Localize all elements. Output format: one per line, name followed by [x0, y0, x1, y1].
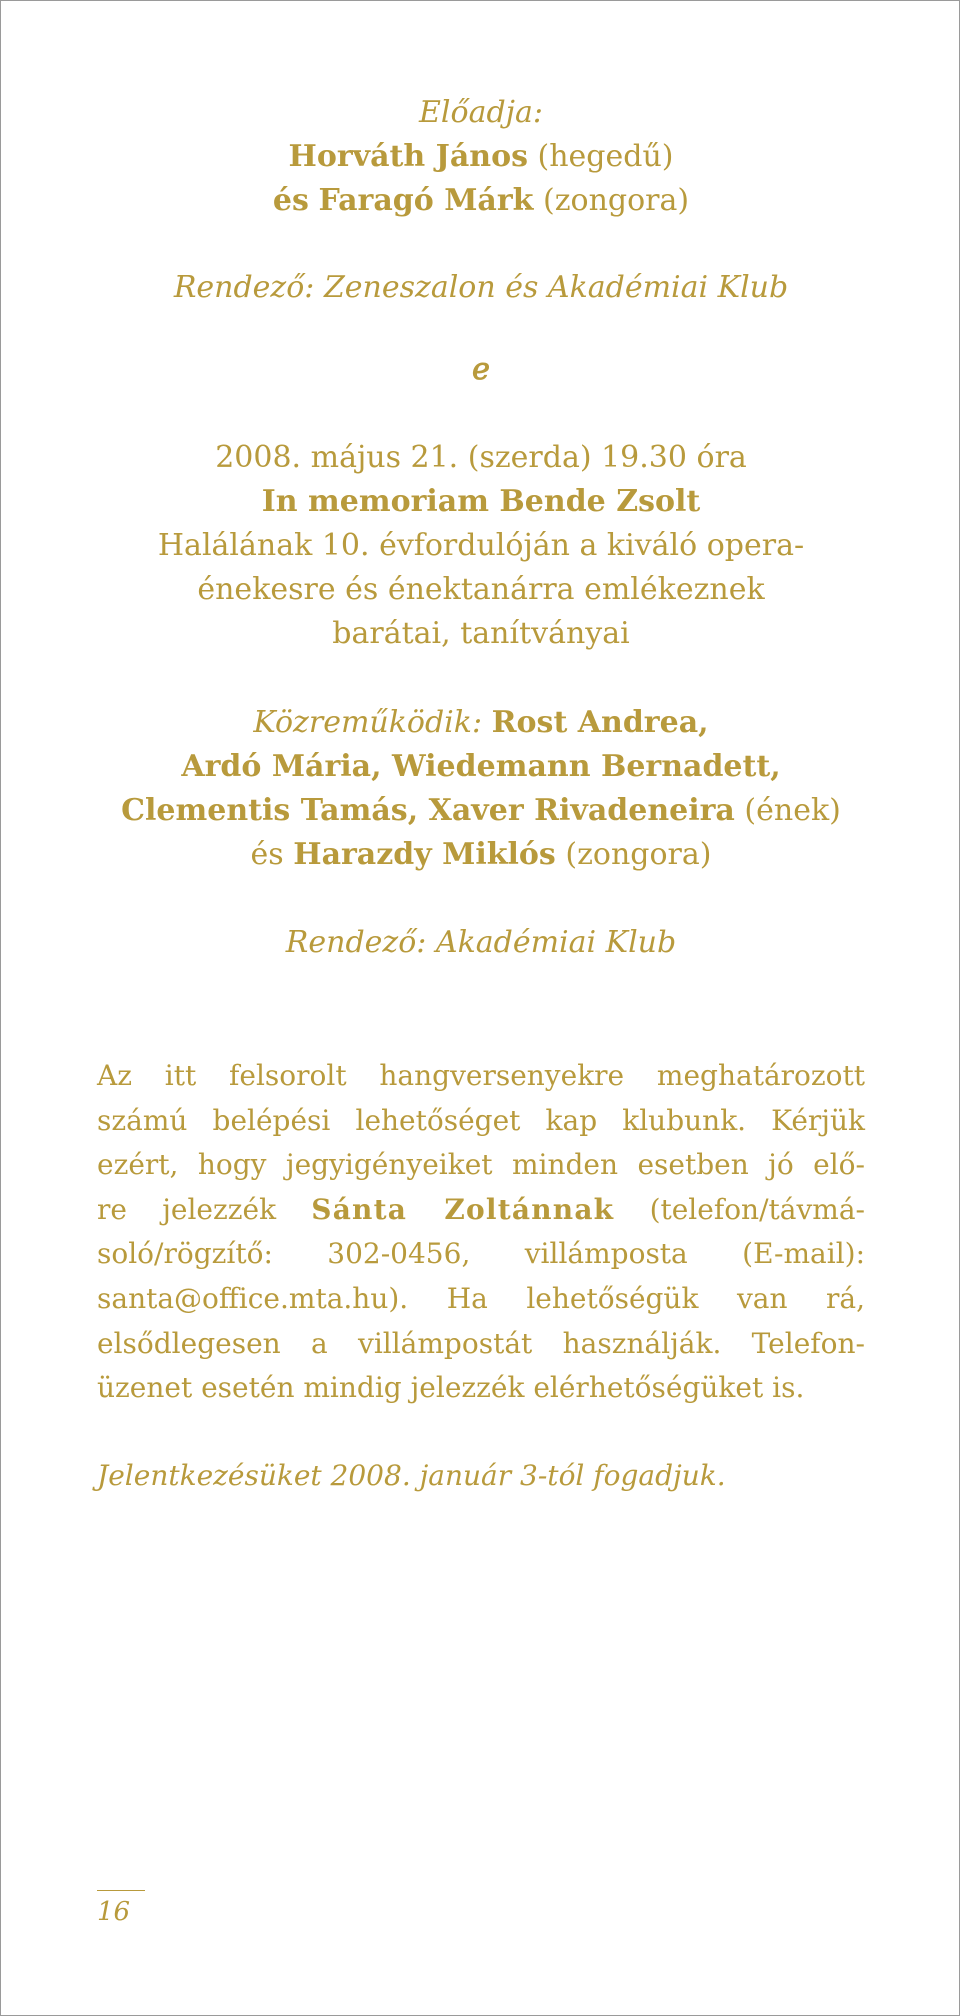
concert-1-organizer-block [61, 266, 901, 310]
contrib-line-4-name: Harazdy Miklós [293, 837, 556, 872]
concert-1-organizer: Rendező: Zeneszalon és Akadémiai Klub [173, 270, 789, 305]
ticket-info-paragraph [97, 1054, 865, 1411]
info-line-5: soló/rögzítő: 302-0456, villámposta (E-mail): [97, 1237, 865, 1271]
page-number: 16 [97, 1897, 131, 1927]
contrib-line-3 [61, 789, 901, 833]
contrib-line-4 [61, 833, 901, 877]
info-line-1: Az itt felsorolt hangversenyekre meghatározott [97, 1059, 865, 1092]
concert-2-organizer: Rendező: Akadémiai Klub [285, 925, 677, 960]
performer-2-instrument: (zongora) [543, 183, 690, 218]
concert-2-block [61, 436, 901, 656]
concert-2-desc-line-2: énekesre és énektanárra emlékeznek [197, 572, 765, 607]
contrib-line-4-prefix: és [250, 837, 284, 872]
contrib-line-3-role: (ének) [744, 793, 841, 828]
performer-1 [61, 135, 901, 179]
info-line-3: ezért, hogy jegyigényeiket minden esetben jó elő- [97, 1148, 865, 1182]
contact-name: Sánta Zoltánnak [311, 1192, 615, 1226]
concert-1-block [61, 91, 901, 223]
contrib-label: Közreműködik: [253, 705, 483, 740]
contrib-line-1-name: Rost Andrea, [491, 705, 709, 740]
info-line-7: elsődlegesen a villámpostát használják. Telefon- [97, 1326, 865, 1360]
contrib-line-1 [61, 701, 901, 745]
info-line-6: santa@office.mta.hu). Ha lehetőségük van rá, [97, 1281, 865, 1315]
contrib-line-2: Ardó Mária, Wiedemann Bernadett, [181, 749, 781, 784]
concert-2-title: In memoriam Bende Zsolt [261, 484, 701, 519]
info-line-4-pre: re jelezzék [97, 1192, 277, 1226]
info-line-4-post: (telefon/távmá- [649, 1192, 865, 1226]
concert-2-desc-line-1: Halálának 10. évfordulóján a kiváló opera- [157, 528, 805, 563]
page-number-rule [97, 1890, 145, 1891]
performer-1-name: Horváth János [288, 139, 528, 174]
performer-label: Előadja: [419, 95, 543, 130]
info-line-8: üzenet esetén mindig jelezzék elérhetőségüket is. [97, 1371, 805, 1405]
section-divider-ornament: ℯ [472, 352, 490, 387]
performer-1-instrument: (hegedű) [537, 139, 674, 174]
info-line-4 [97, 1188, 865, 1233]
performer-2-name: Faragó Márk [318, 183, 534, 218]
concert-2-desc-line-3: barátai, tanítványai [332, 616, 630, 651]
contrib-line-4-role: (zongora) [565, 837, 712, 872]
performer-2-prefix: és [272, 183, 309, 218]
concert-2-date: 2008. május 21. (szerda) 19.30 óra [215, 440, 747, 475]
concert-2-contributors [61, 701, 901, 877]
concert-2-organizer-block [61, 921, 901, 965]
performer-2 [61, 179, 901, 223]
registration-notice: Jelentkezésüket 2008. január 3-tól fogadjuk. [97, 1459, 726, 1492]
info-line-2: számú belépési lehetőséget kap klubunk. Kérjük [97, 1103, 865, 1137]
contrib-line-3-names: Clementis Tamás, Xaver Rivadeneira [121, 793, 735, 828]
